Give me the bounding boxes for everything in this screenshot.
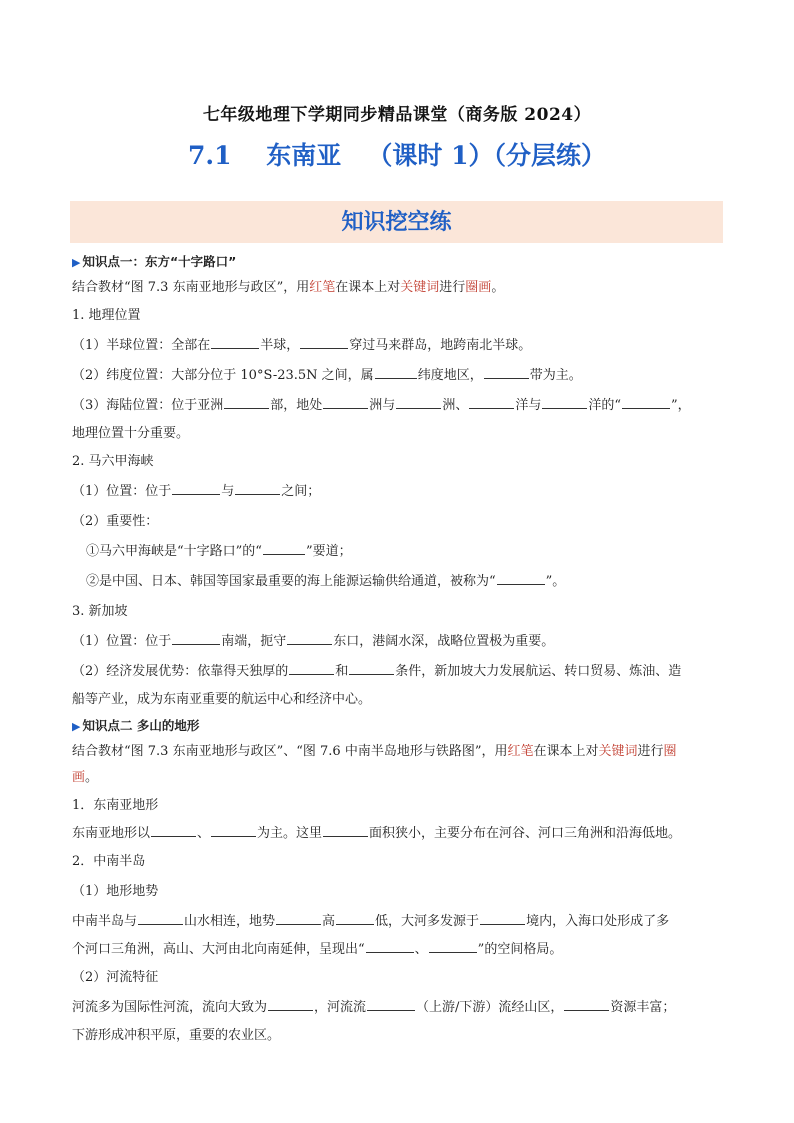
fill-line: （1）位置：位于 与 之间；	[72, 477, 732, 507]
fill-line: （2）纬度位置：大部分位于 10°S-23.5N 之间，属 纬度地区， 带为主。	[72, 361, 732, 391]
fill-line: ①马六甲海峡是“十字路口”的“ ”要道；	[72, 537, 732, 567]
blank-field[interactable]	[172, 630, 220, 645]
sub-heading: （2）河流特征	[72, 970, 159, 985]
blank-field[interactable]	[211, 334, 259, 349]
sub-heading: （1）地形地势	[72, 884, 159, 899]
blank-field[interactable]	[484, 364, 529, 379]
fill-line: 个河口三角洲，高山、大河由北向南延伸，呈现出“ 、 ”的空间格局。	[72, 937, 732, 963]
kp2-instruction-cont: 画。	[72, 770, 99, 785]
blank-field[interactable]	[151, 822, 196, 837]
fill-line: （1）位置：位于 南端，扼守 东口，港阔水深，战略位置极为重要。	[72, 627, 732, 657]
blank-field[interactable]	[323, 822, 368, 837]
blank-field[interactable]	[138, 910, 183, 925]
fill-line: 地理位置十分重要。	[72, 426, 190, 441]
fill-line: （2）经济发展优势：依靠得天独厚的 和 条件，新加坡大力发展航运、转口贸易、炼油、造	[72, 657, 732, 687]
section-heading: 1．东南亚地形	[72, 798, 159, 813]
blank-field[interactable]	[263, 540, 305, 555]
kp1-instruction: 结合教材“图 7.3 东南亚地形与政区”，用红笔在课本上对关键词进行圈画。	[72, 280, 505, 295]
fill-line: 中南半岛与 山水相连，地势 高 低，大河多发源于 境内，入海口处形成了多	[72, 907, 732, 937]
fill-line: 河流多为国际性河流，流向大致为 ，河流流 （上游/下游）流经山区， 资源丰富；	[72, 993, 732, 1023]
fill-line: 下游形成冲积平原，重要的农业区。	[72, 1028, 281, 1043]
fill-line: ②是中国、日本、韩国等国家最重要的海上能源运输供给通道，被称为“ ”。	[72, 567, 732, 597]
worksheet-content	[72, 249, 732, 1049]
series-title: 七年级地理下学期同步精品课堂（商务版 2024）	[202, 105, 592, 125]
triangle-icon: ▶	[72, 720, 81, 733]
blank-field[interactable]	[268, 996, 313, 1011]
blank-field[interactable]	[336, 910, 374, 925]
blank-field[interactable]	[349, 660, 394, 675]
blank-field[interactable]	[300, 334, 348, 349]
triangle-icon: ▶	[72, 256, 81, 269]
section-heading: 2. 马六甲海峡	[72, 454, 154, 469]
fill-line: 东南亚地形以 、 为主。这里 面积狭小，主要分布在河谷、河口三角洲和沿海低地。	[72, 821, 732, 847]
section-banner: 知识挖空练	[70, 201, 723, 243]
blank-field[interactable]	[497, 570, 545, 585]
kp2-instruction: 结合教材“图 7.3 东南亚地形与政区”、“图 7.6 中南半岛地形与铁路图”，用红笔在课本上对关键词进行圈	[72, 744, 677, 759]
blank-field[interactable]	[469, 394, 514, 409]
fill-line: （2）重要性：	[72, 514, 159, 529]
blank-field[interactable]	[396, 394, 441, 409]
blank-field[interactable]	[211, 822, 256, 837]
knowledge-point-1-title: ▶ 知识点一：东方“十字路口”	[72, 254, 237, 269]
blank-field[interactable]	[367, 996, 415, 1011]
blank-field[interactable]	[172, 480, 220, 495]
blank-field[interactable]	[542, 394, 587, 409]
lesson-title: 7.1 东南亚 （课时 1）（分层练）	[187, 141, 607, 170]
blank-field[interactable]	[323, 394, 368, 409]
blank-field[interactable]	[622, 394, 670, 409]
blank-field[interactable]	[224, 394, 269, 409]
blank-field[interactable]	[235, 480, 280, 495]
section-heading: 1. 地理位置	[72, 308, 141, 323]
fill-line: （1）半球位置：全部在 半球， 穿过马来群岛，地跨南北半球。	[72, 331, 732, 361]
section-heading: 3. 新加坡	[72, 604, 128, 619]
blank-field[interactable]	[429, 938, 477, 953]
blank-field[interactable]	[276, 910, 321, 925]
section-heading: 2．中南半岛	[72, 854, 146, 869]
blank-field[interactable]	[564, 996, 609, 1011]
blank-field[interactable]	[375, 364, 417, 379]
fill-line: 船等产业，成为东南亚重要的航运中心和经济中心。	[72, 692, 372, 707]
blank-field[interactable]	[480, 910, 525, 925]
blank-field[interactable]	[289, 660, 334, 675]
blank-field[interactable]	[287, 630, 332, 645]
knowledge-point-2-title: ▶ 知识点二 多山的地形	[72, 718, 200, 733]
fill-line: （3）海陆位置：位于亚洲 部，地处 洲与 洲、 洋与 洋的“ ”，	[72, 391, 732, 421]
blank-field[interactable]	[366, 938, 414, 953]
